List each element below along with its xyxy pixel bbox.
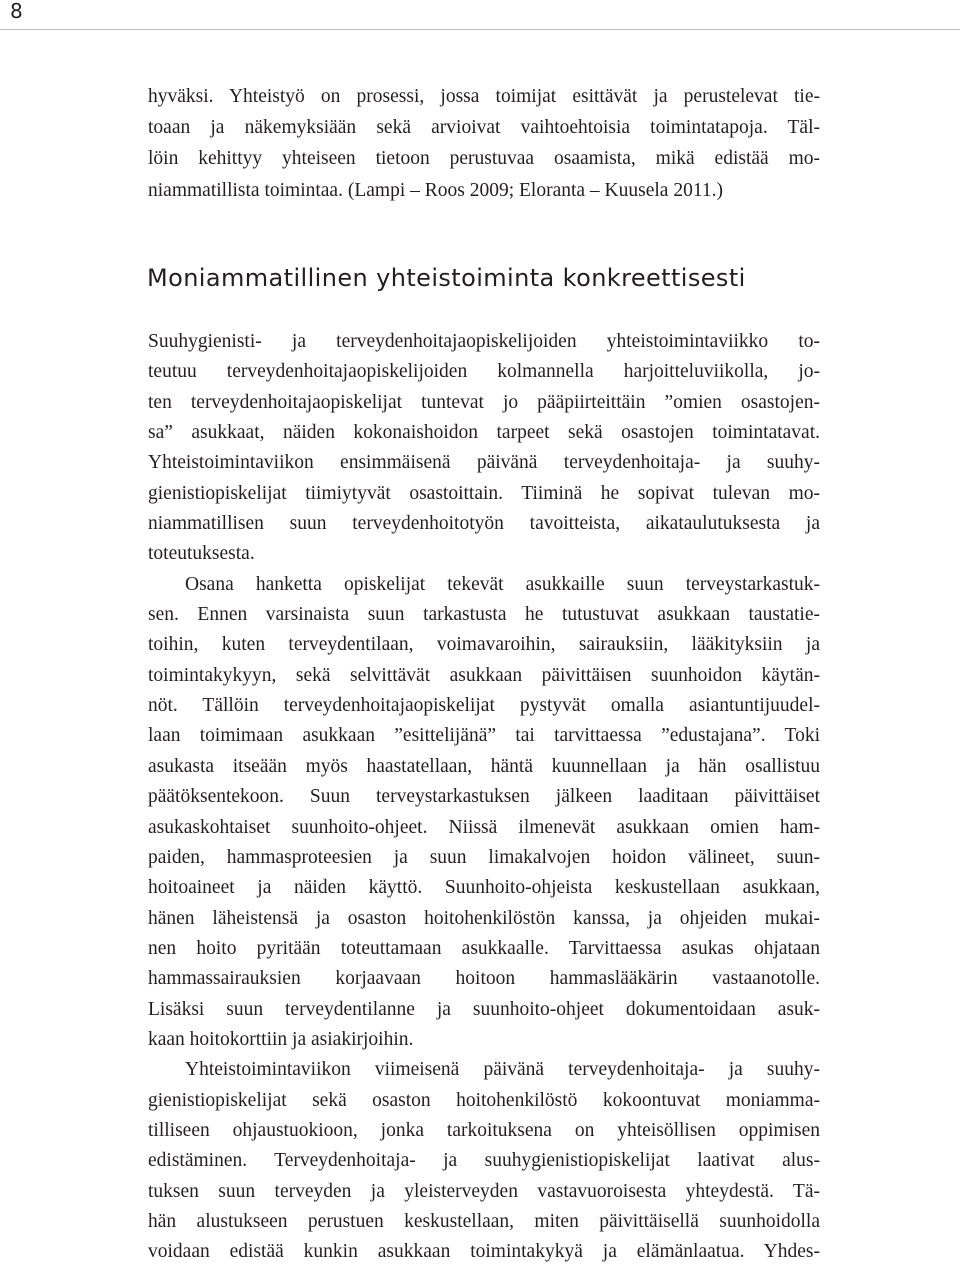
text-line: toaan ja näkemyksiään sekä arvioivat vaihtoehtoisia toimintatapoja. Täl- [148, 117, 820, 139]
header-rule [0, 29, 960, 30]
text-line: toihin, kuten terveydentilaan, voimavaroihin, sairauksiin, lääkityksiin ja [148, 634, 820, 656]
section-heading: Moniammatillinen yhteistoiminta konkreettisesti [147, 264, 746, 292]
paragraph [148, 1055, 820, 1267]
text-line: hyväksi. Yhteistyö on prosessi, jossa toimijat esittävät ja perustelevat tie- [148, 86, 820, 107]
text-line: Yhteistoimintaviikon ensimmäisenä päivänä terveydenhoitaja- ja suuhy- [148, 452, 820, 474]
text-line: nen hoito pyritään toteuttamaan asukkaalle. Tarvittaessa asukas ohjataan [148, 937, 820, 959]
text-line: päätöksentekoon. Suun terveystarkastuksen jälkeen laaditaan päivittäiset [148, 786, 820, 808]
text-line: hänen läheistensä ja osaston hoitohenkilöstön kanssa, ja ohjeiden mukai- [148, 907, 820, 929]
text-line: voidaan edistää kunkin asukkaan toimintakykyä ja elämänlaatua. Yhdes- [148, 1241, 820, 1263]
text-line: teutuu terveydenhoitajaopiskelijoiden kolmannella harjoitteluviikolla, jo- [148, 361, 820, 383]
text-line: edistäminen. Terveydenhoitaja- ja suuhygienistiopiskelijat laativat alus- [148, 1150, 820, 1172]
text-line: niammatillisen suun terveydenhoitotyön tavoitteista, aikataulutuksesta ja [148, 513, 820, 535]
text-line: gienistiopiskelijat sekä osaston hoitohenkilöstö kokoontuvat moniamma- [148, 1089, 820, 1111]
text-line: Yhteistoimintaviikon viimeisenä päivänä terveydenhoitaja- ja suuhy- [185, 1059, 820, 1081]
text-line: löin kehittyy yhteiseen tietoon perustuvaa osaamista, mikä edistää mo- [148, 148, 820, 170]
text-line: tilliseen ohjaustuokioon, jonka tarkoituksena on yhteisöllisen oppimisen [148, 1119, 820, 1141]
text-line: ten terveydenhoitajaopiskelijat tuntevat jo pääpiirteittäin ”omien osastojen- [148, 391, 820, 413]
text-line: kaan hoitokorttiin ja asiakirjoihin. [148, 1028, 414, 1050]
text-line: nöt. Tällöin terveydenhoitajaopiskelijat pystyvät omalla asiantuntijuudel- [148, 695, 820, 717]
text-line: sen. Ennen varsinaista suun tarkastusta he tutustuvat asukkaan taustatie- [148, 604, 820, 626]
text-line: hammassairauksien korjaavaan hoitoon hammaslääkärin vastaanotolle. [148, 968, 820, 990]
text-line: laan toimimaan asukkaan ”esittelijänä” tai tarvittaessa ”edustajana”. Toki [148, 725, 820, 747]
text-line: toimintakykyyn, sekä selvittävät asukkaan päivittäisen suunhoidon käytän- [148, 664, 820, 686]
section-body [148, 327, 820, 1268]
page-number: 8 [0, 0, 46, 28]
text-line: paiden, hammasproteesien ja suun limakalvojen hoidon välineet, suun- [148, 846, 820, 868]
text-line: asukasta itseään myös haastatellaan, häntä kuunnellaan ja hän osallistuu [148, 755, 820, 777]
text-line: tuksen suun terveyden ja yleisterveyden vastavuoroisesta yhteydestä. Tä- [148, 1180, 820, 1202]
text-line: hän alustukseen perustuen keskustellaan, miten päivittäisellä suunhoidolla [148, 1210, 820, 1232]
intro-paragraph [148, 81, 820, 206]
text-line: gienistiopiskelijat tiimiytyvät osastoittain. Tiiminä he sopivat tulevan mo- [148, 482, 820, 504]
text-line: asukaskohtaiset suunhoito-ohjeet. Niissä ilmenevät asukkaan omien ham- [148, 816, 820, 838]
text-line: hoitoaineet ja näiden käyttö. Suunhoito-ohjeista keskustellaan asukkaan, [148, 877, 820, 899]
text-line: Lisäksi suun terveydentilanne ja suunhoito-ohjeet dokumentoidaan asuk- [148, 998, 820, 1020]
paragraph [148, 570, 820, 1056]
text-line: niammatillista toimintaa. (Lampi – Roos 2009; Eloranta – Kuusela 2011.) [148, 179, 723, 201]
text-line: sa” asukkaat, näiden kokonaishoidon tarpeet sekä osastojen toimintatavat. [148, 422, 820, 444]
text-line: Osana hanketta opiskelijat tekevät asukkaille suun terveystarkastuk- [185, 573, 820, 595]
paragraph [148, 327, 820, 570]
text-line: toteutuksesta. [148, 543, 255, 565]
text-line: Suuhygienisti- ja terveydenhoitajaopiskelijoiden yhteistoimintaviikko to- [148, 331, 820, 352]
